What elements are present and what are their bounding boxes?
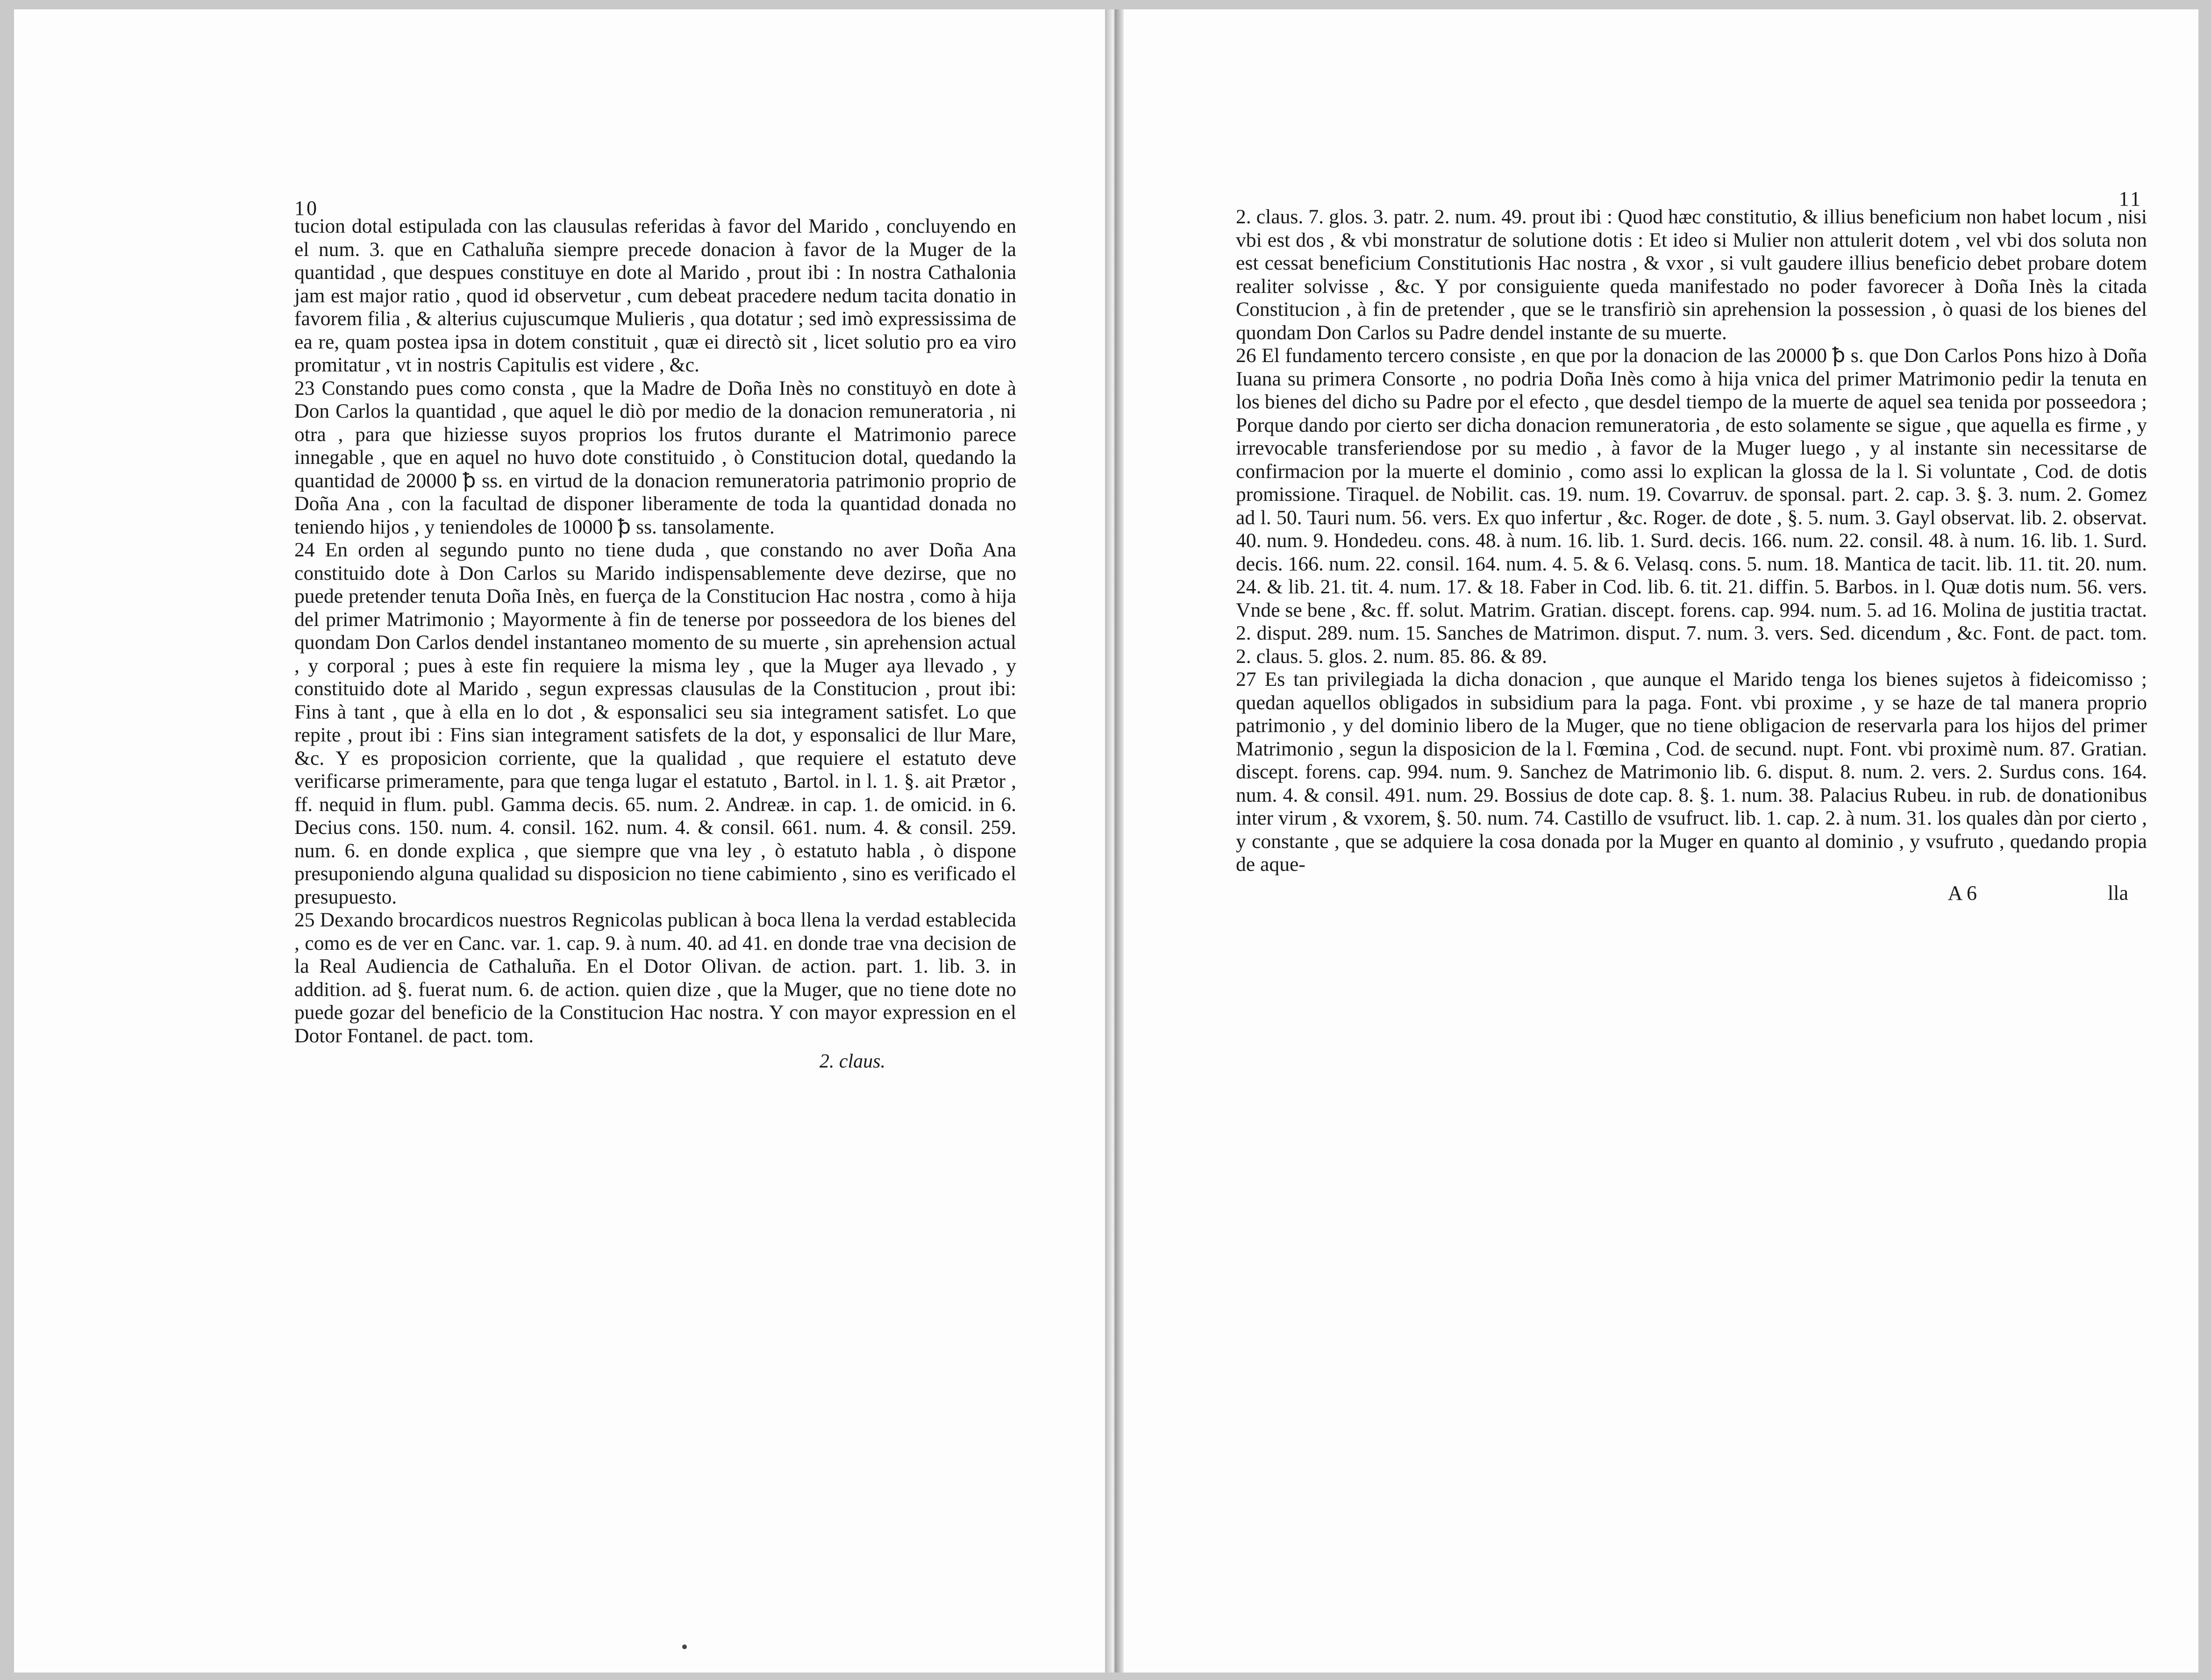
right-catchword: lla	[2108, 881, 2128, 904]
left-paragraph-24: 24 En orden al segundo punto no tiene duda , que constando no aver Doña Ana constituido dote à Don Carlos su Marido indispensablemente deve dezirse, que no puede pretender tenuta Doña Inès, en fuerça de la Constitucion Hac nostra , como à hija del primer Matrimonio ; Mayormente à fin de tenerse por posseedora de los bienes del quondam Don Carlos dendel instantaneo momento de su muerte , sin aprehension actual , y corporal ; pues à este fin requiere la misma ley , que la Muger aya llevado , y constituido dote al Marido , segun expressas clausulas de la Constitucion , prout ibi: Fins à tant , que à ella en lo dot , & esponsalici seu sia integrament satisfet. Lo que repite , prout ibi : Fins sian integrament satisfets de la dot, y esponsalici de llur Mare, &c. Y es proposicion corriente, que la qualidad , que requiere el estatuto deve verificarse primeramente, para que tenga lugar el estatuto , Bartol. in l. 1. §. ait Prætor , ff. nequid in flum. publ. Gamma decis. 65. num. 2. Andreæ. in cap. 1. de omicid. in 6. Decius cons. 150. num. 4. consil. 162. num. 4. & consil. 661. num. 4. & consil. 259. num. 6. en donde explica , que siempre que vna ley , ò estatuto habla , ò dispone presuponiendo alguna qualidad su disposicion no tiene cabimiento , sino es verificado el presupuesto.	[294, 539, 1016, 908]
book-gutter	[1105, 9, 1124, 1673]
ink-speck	[682, 1644, 687, 1649]
right-page	[1124, 9, 2198, 1673]
left-page	[14, 9, 1105, 1673]
right-paragraph-continuation: 2. claus. 7. glos. 3. patr. 2. num. 49. prout ibi : Quod hæc constitutio, & illius beneficium non habet locum , nisi vbi est dos , & vbi monstratur de solutione dotis : Et ideo si Mulier non attulerit dotem , vel vbi dos soluta non est cessat beneficium Constitutionis Hac nostra , & vxor , si vult gaudere illius beneficio debet probare dotem realiter solvisse , &c. Y por consiguiente queda manifestado no poder favorecer à Doña Inès la citada Constitucion , à fin de pretender , que se le transfiriò sin aprehension la possession , ò quasi de los bienes del quondam Don Carlos su Padre dendel instante de su muerte.	[1236, 206, 2147, 344]
left-paragraph-1: tucion dotal estipulada con las clausulas referidas à favor del Marido , concluyendo en el num. 3. que en Cathaluña siempre precede donacion à favor de la Muger de la quantidad , que despues constituye en dote al Marido , prout ibi : In nostra Cathalonia jam est major ratio , quod id observetur , cum debeat pracedere nedum tacita donatio in favorem filia , & alterius cujuscumque Mulieris , qua dotatur ; sed imò expressissima de ea re, quam postea ipsa in dotem constituit , quæ ei directò sit , licet solutio pro ea viro promitatur , vt in nostris Capitulis est videre , &c.	[294, 215, 1016, 376]
right-paragraph-27: 27 Es tan privilegiada la dicha donacion , que aunque el Marido tenga los bienes sujetos à fideicomisso ; quedan aquellos obligados in subsidium para la paga. Font. vbi proxime , y se haze de tal manera proprio patrimonio , y del dominio libero de la Muger, que no tiene obligacion de reservarla para los hijos del primer Matrimonio , segun la disposicion de la l. Fœmina , Cod. de secund. nupt. Font. vbi proximè num. 87. Gratian. discept. forens. cap. 994. num. 9. Sanchez de Matrimonio lib. 6. disput. 8. num. 2. vers. 2. Surdus cons. 164. num. 4. & consil. 491. num. 29. Bossius de dote cap. 8. §. 1. num. 38. Palacius Rubeu. in rub. de donationibus inter virum , & vxorem, §. 50. num. 74. Castillo de vsufruct. lib. 1. cap. 2. à num. 31. los quales dàn por cierto , y constante , que se adquiere la cosa donada por la Muger en quanto al dominio , y vsufruto , quedando propia de aque-	[1236, 668, 2147, 876]
left-paragraph-25: 25 Dexando brocardicos nuestros Regnicolas publican à boca llena la verdad establecida , como es de ver en Canc. var. 1. cap. 9. à num. 40. ad 41. en donde trae vna decision de la Real Audiencia de Cathaluña. En el Dotor Olivan. de action. part. 1. lib. 3. in addition. ad §. fuerat num. 6. de action. quien dize , que la Muger, que no tiene dote no puede gozar del beneficio de la Constitucion Hac nostra. Y con mayor expression en el Dotor Fontanel. de pact. tom.	[294, 909, 1016, 1047]
signature-mark: A 6	[1947, 881, 1977, 904]
right-page-number: 11	[2118, 187, 2142, 210]
left-page-number: 10	[294, 197, 319, 220]
right-paragraph-26: 26 El fundamento tercero consiste , en que por la donacion de las 20000 ꝥ s. que Don Carlos Pons hizo à Doña Iuana su primera Consorte , no podria Doña Inès como à hija vnica del primer Matrimonio pedir la tenuta en los bienes del dicho su Padre por el efecto , que desdel tiempo de la muerte de aquel sea tenida por posseedora ; Porque dando por cierto ser dicha donacion remuneratoria , de esto solamente se sigue , que aquella es firme , y irrevocable transferiendose por su medio , à favor de la Muger luego , y al instante sin necessitarse de confirmacion por la muerte el dominio , como assi lo explican la glossa de la l. Si voluntate , Cod. de dotis promissione. Tiraquel. de Nobilit. cas. 19. num. 19. Covarruv. de sponsal. part. 2. cap. 3. §. 3. num. 2. Gomez ad l. 50. Tauri num. 56. vers. Ex quo infertur , &c. Roger. de dote , §. 5. num. 3. Gayl observat. lib. 2. observat. 40. num. 9. Hondedeu. cons. 48. à num. 16. lib. 1. Surd. decis. 166. num. 22. consil. 48. à num. 16. lib. 1. Surd. decis. 166. num. 22. consil. 164. num. 4. 5. & 6. Velasq. cons. 5. num. 18. Mantica de tacit. lib. 11. tit. 20. num. 24. & lib. 21. tit. 4. num. 17. & 18. Faber in Cod. lib. 6. tit. 21. diffin. 5. Barbos. in l. Quæ dotis num. 56. vers. Vnde se bene , &c. ff. solut. Matrim. Gratian. discept. forens. cap. 994. num. 5. ad 16. Molina de justitia tractat. 2. disput. 289. num. 15. Sanches de Matrimon. disput. 7. num. 3. vers. Sed. dicendum , &c. Font. de pact. tom. 2. claus. 5. glos. 2. num. 85. 86. & 89.	[1236, 344, 2147, 668]
left-catchword: 2. claus.	[819, 1051, 885, 1072]
right-page-footer	[1236, 881, 2147, 905]
left-paragraph-23: 23 Constando pues como consta , que la Madre de Doña Inès no constituyò en dote à Don Carlos la quantidad , que aquel le diò por medio de la donacion remuneratoria , ni otra , para que hiziesse suyos proprios los frutos durante el Matrimonio parece innegable , que en aquel no huvo dote constituido , ò Constitucion dotal, quedando la quantidad de 20000 ꝥ ss. en virtud de la donacion remuneratoria patrimonio proprio de Doña Ana , con la facultad de disponer liberamente de toda la quantidad donada no teniendo hijos , y teniendoles de 10000 ꝥ ss. tansolamente.	[294, 377, 1016, 538]
